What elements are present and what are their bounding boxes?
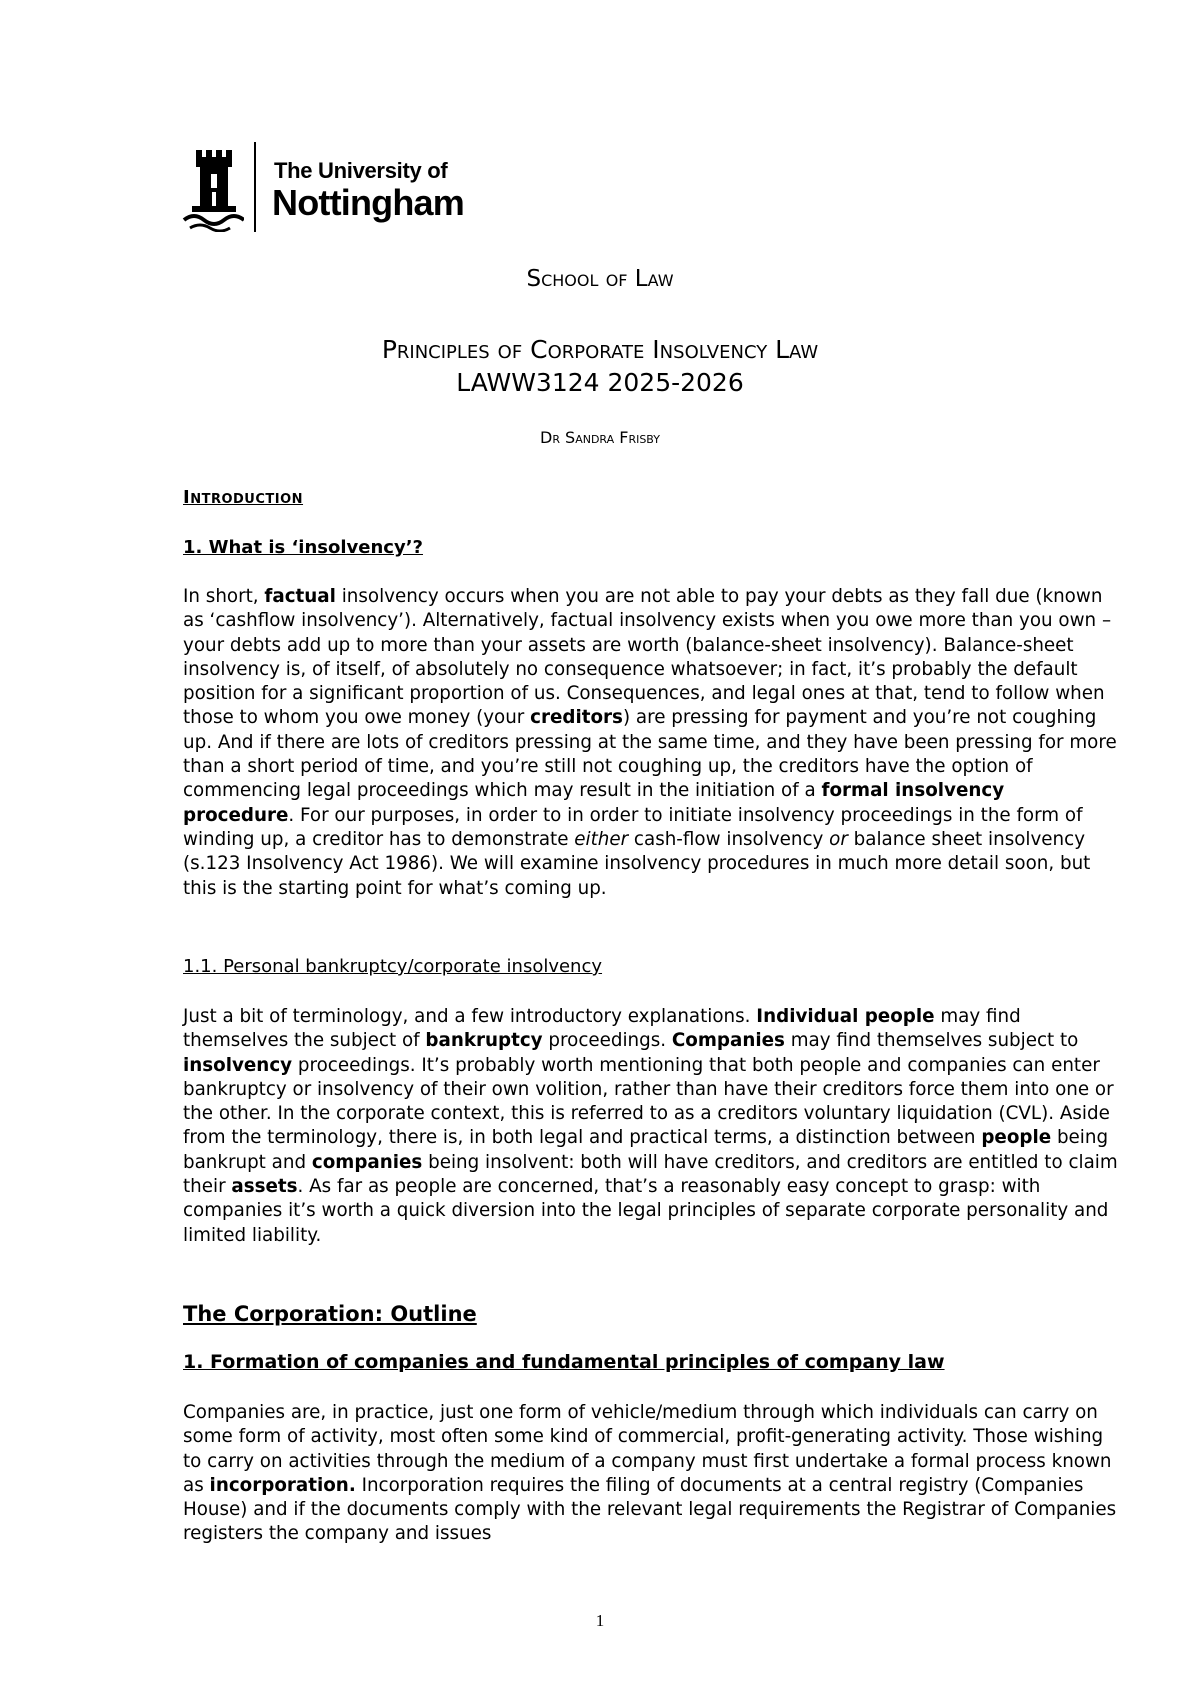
subheading-formation-of-companies: 1. Formation of companies and fundamental principles of company law [183, 1351, 945, 1373]
logo-text-line1: The University of [274, 158, 448, 183]
paragraph-companies: Companies are, in practice, just one form of vehicle/medium through which individuals can carry on some form of activity, most often some kind of commercial, profit-generating activity. Those wishing to carry on activities through the medium of a company must first undertake a formal process known as incorporation. Incorporation requires the filing of documents at a central registry (Companies House) and if the documents comply with the relevant legal requirements the Registrar of Companies registers the company and issues [183, 1402, 1117, 1545]
course-code: LAWW3124 2025-2026 [456, 368, 744, 397]
course-title: Principles of Corporate Insolvency Law [381, 335, 819, 364]
logo-text-line2: Nottingham [272, 182, 464, 223]
paragraph-insolvency-definition: In short, factual insolvency occurs when you are not able to pay your debts as they fall due (known as ‘cashflow insolvency’). Alternatively, factual insolvency exists when you owe more than you own – your debts add up to more than your assets are worth (balance-sheet insolvency). Balance-sheet insolvency is, of itself, of absolutely no consequence whatsoever; in fact, it’s probably the default position for a significant proportion of us. Consequences, and legal ones at that, tend to follow when those to whom you owe money (your creditors) are pressing for payment and you’re not coughing up. And if there are lots of creditors pressing at the same time, and they have been pressing for more than a short period of time, and you’re still not coughing up, the creditors have the option of commencing legal proceedings which may result in the initiation of a formal insolvency procedure. For our purposes, in order to in order to initiate insolvency proceedings in the form of winding up, a creditor has to demonstrate either cash-flow insolvency or balance sheet insolvency (s.123 Insolvency Act 1986). We will examine insolvency procedures in much more detail soon, but this is the starting point for what’s coming up. [183, 586, 1117, 899]
section-heading-corporation-outline: The Corporation: Outline [183, 1302, 477, 1326]
university-logo [182, 142, 482, 232]
logo-divider [254, 142, 256, 232]
section-heading-introduction: Introduction [183, 487, 304, 508]
castle-tower-icon [182, 142, 244, 232]
author-name: Dr Sandra Frisby [540, 428, 660, 447]
subheading-what-is-insolvency: 1. What is ‘insolvency’? [183, 537, 423, 558]
subheading-personal-bankruptcy: 1.1. Personal bankruptcy/corporate insolvency [183, 956, 603, 977]
school-heading: School of Law [526, 266, 674, 292]
paragraph-terminology: Just a bit of terminology, and a few introductory explanations. Individual people may find themselves the subject of bankruptcy proceedings. Companies may find themselves subject to insolvency proceedings. It’s probably worth mentioning that both people and companies can enter bankruptcy or insolvency of their own volition, rather than have their creditors force them into one or the other. In the corporate context, this is referred to as a creditors voluntary liquidation (CVL). Aside from the terminology, there is, in both legal and practical terms, a distinction between people being bankrupt and companies being insolvent: both will have creditors, and creditors are entitled to claim their assets. As far as people are concerned, that’s a reasonably easy concept to grasp: with companies it’s worth a quick diversion into the legal principles of separate corporate personality and limited liability. [183, 1006, 1118, 1246]
page-number: 1 [595, 1611, 605, 1630]
